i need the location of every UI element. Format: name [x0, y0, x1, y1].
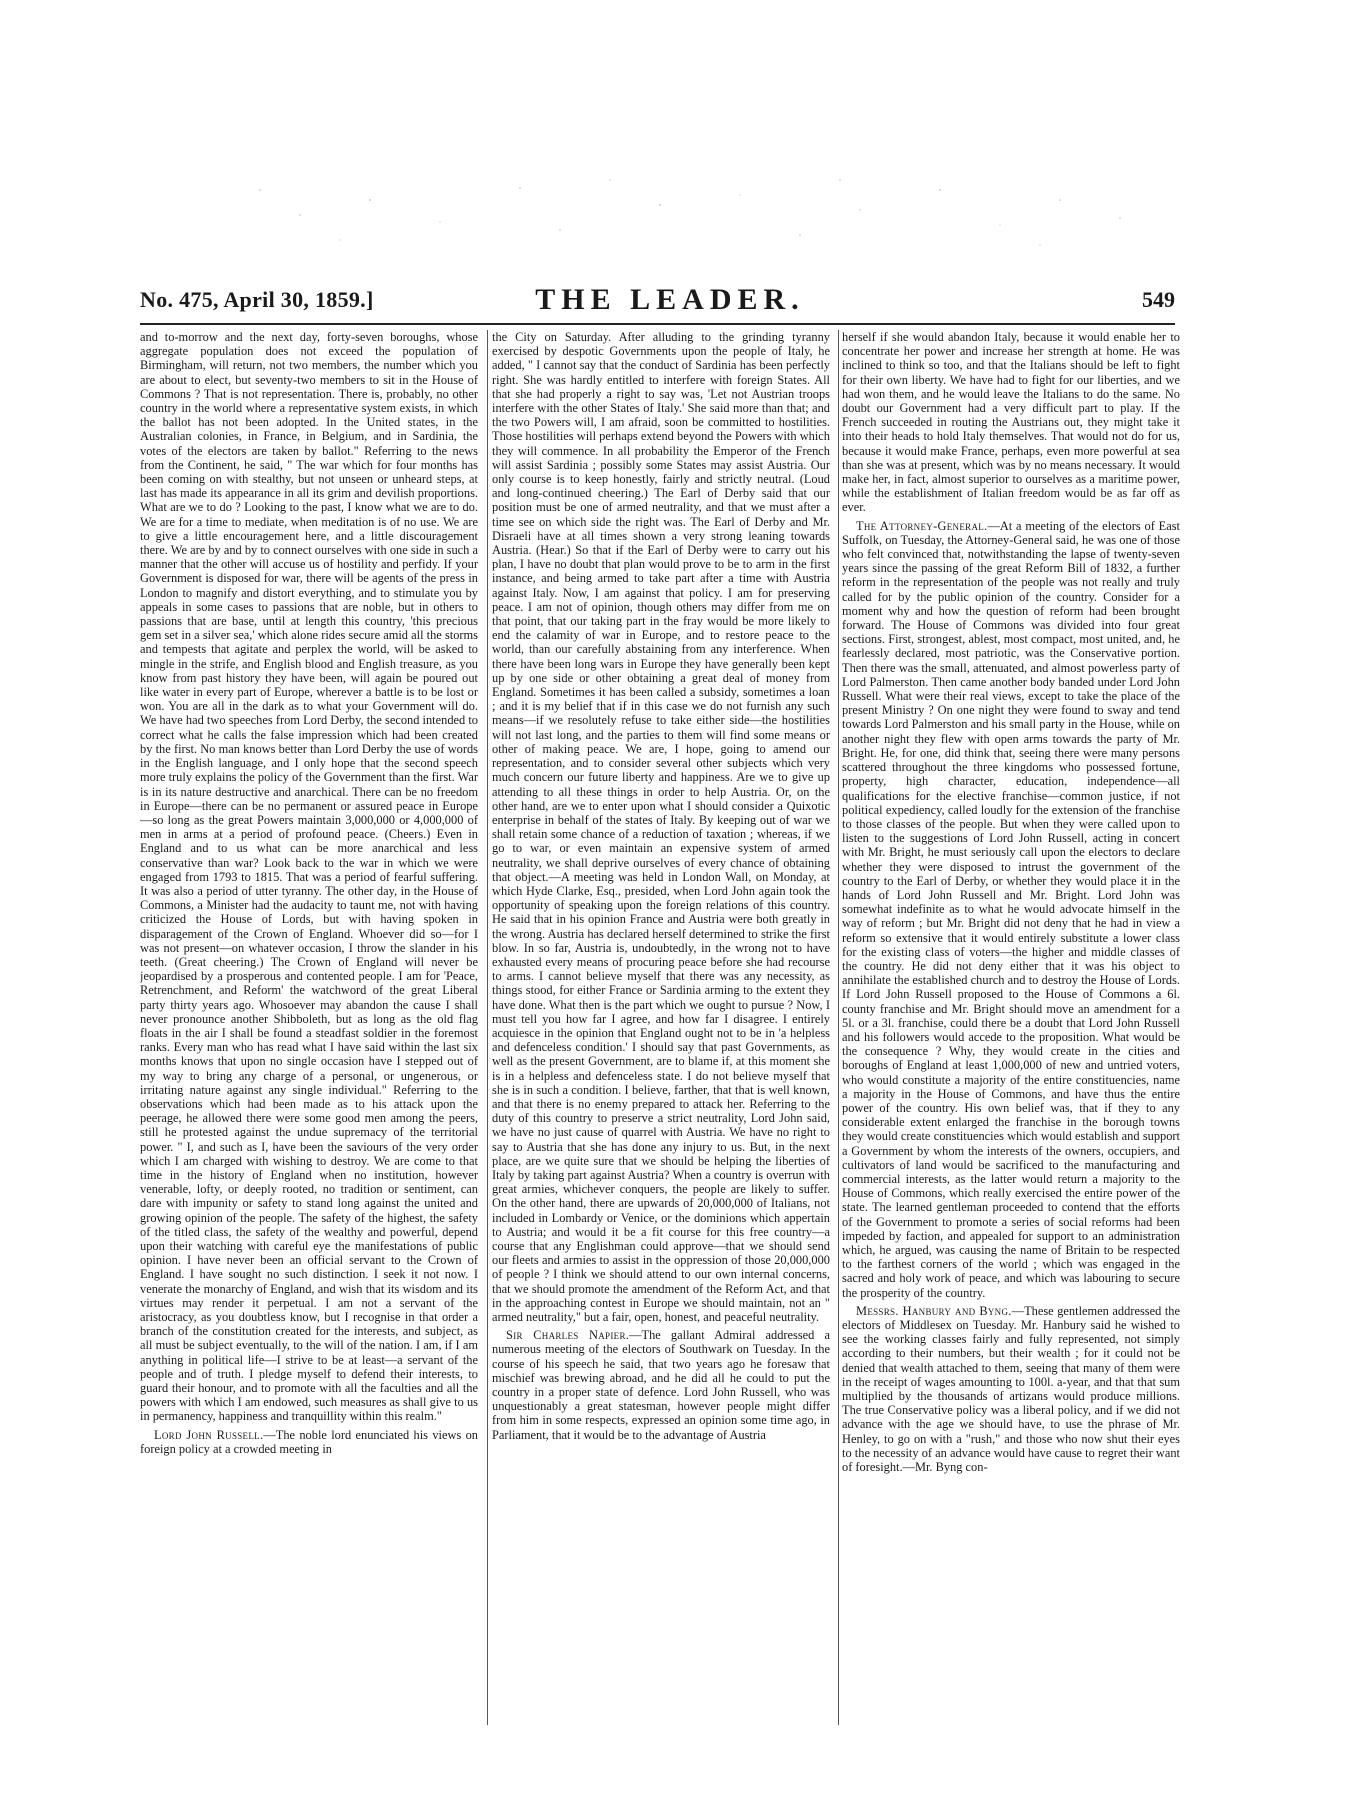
article-text: —The noble lord enunciated his views on foreign policy at a crowded meeting in — [140, 1427, 478, 1456]
continued-paragraph — [842, 330, 1180, 515]
article-text: the City on Saturday. After alluding to the grinding tyranny exercised by despotic Governments upon the people of Italy, he added, " I cannot say that the conduct of Sardinia has been perfectly right. She was hardly entitled to interfere with foreign States. All that she had properly a right to say was, 'Let not Austrian troops interfere with the other States of Italy.' She said more than that; and the two Powers will, I am afraid, soon be committed to hostilities. Those hostilities will perhaps extend beyond the Powers with which they will commence. In all probability the Emperor of the French will assist Sardinia ; possibly some States may assist Austria. Our only course is to keep honestly, fairly and strictly neutral. (Loud and long-continued cheering.) The Earl of Derby said that our position must be one of armed neutrality, and that we must after a time see on which side the right was. The Earl of Derby and Mr. Disraeli have at all times shown a very strong leaning towards Austria. (Hear.) So that if the Earl of Derby were to carry out his plan, I have no doubt that plan would prove to be to arm in the first instance, and being armed to take part after a time with Austria against Italy. Now, I am against that policy. I am for preserving peace. I am not of opinion, though others may differ from me on that point, that our taking part in the fray would be more likely to end the calamity of war in Europe, and to restore peace to the world, than our carefully abstaining from any interference. When there have been long wars in Europe they have generally been kept up by one side or other obtaining a great deal of money from England. Sometimes it has been called a subsidy, sometimes a loan ; and it is my belief that if in this case we do not furnish any such means—if we resolutely refuse to take either side—the hostilities will not last long, and the parties to them will find some means or other of making peace. We are, I hope, going to amend our representation, and to consider several other subjects which very much concern our future liberty and happiness. Are we to give up attending to all these things in order to help Austria. Or, on the other hand, are we to enter upon what I should consider a Quixotic enterprise in behalf of the states of Italy. By keeping out of war we shall retain some chance of a reduction of taxation ; whereas, if we go to war, or even maintain an expensive system of armed neutrality, we shall deprive ourselves of every chance of obtaining that object.—A meeting was held in London Wall, on Monday, at which Hyde Clarke, Esq., presided, when Lord John again took the opportunity of speaking upon the foreign relations of this country. He said that in his opinion France and Austria were both greatly in the wrong. Austria has declared herself determined to strike the first blow. In so far, Austria is, undoubtedly, in the wrong not to have exhausted every means of procuring peace before she had recourse to arms. I cannot believe myself that there was any necessity, as things stood, for either France or Sardinia arming to the extent they have done. What then is the part which we ought to pursue ? Now, I must tell you how far I agree, and how far I disagree. I entirely acquiesce in the opinion that England ought not to be in 'a helpless and defenceless condition.' I should say that past Governments, as well as the present Government, are to blame if, at this moment she is in a helpless and defenceless state. I do not believe myself that she is in such a condition. I believe, farther, that that is well known, and that there is no enemy prepared to attack her. Referring to the duty of this country to preserve a strict neutrality, Lord John said, we have no just cause of quarrel with Austria. We have no right to say to Austria that she has done any injury to us. But, in the next place, are we quite sure that we should be helping the liberties of Italy by taking part against Austria? When a country is overrun with great armies, whichever conquers, the people are likely to suffer. On the other hand, there are upwards of 20,000,000 of Italians, not included in Lombardy or Venice, or the dominions which appertain to Austria; and would it be a fit course for this free country—a course that any Englishman could approve—that we should send our fleets and armies to assist in the oppression of those 20,000,000 of people ? I think we should attend to our own internal concerns, that we should promote the amendment of the Reform Act, and that in the approaching contest in Europe we should maintain, not an " armed neutrality," but a fair, open, honest, and peaceful neutrality. — [492, 330, 830, 1325]
article-lead-heading: The Attorney-General. — [856, 518, 988, 533]
column-2 — [492, 330, 830, 1745]
article-paragraph — [842, 1304, 1180, 1474]
page-header — [140, 283, 1175, 323]
continued-paragraph — [492, 330, 830, 1324]
column-3 — [842, 330, 1180, 1745]
page-number: 549 — [1142, 287, 1175, 312]
column-divider — [487, 330, 488, 1725]
header-rule — [140, 323, 1175, 325]
article-lead-heading: Sir Charles Napier. — [506, 1328, 630, 1343]
paper-speckle-texture — [140, 160, 1180, 270]
masthead-title: THE LEADER. — [535, 283, 805, 316]
article-text: herself if she would abandon Italy, because it would enable her to concentrate her power and increase her strength at home. He was inclined to think so too, and that the Italians should be left to fight for their own liberty. We have had to fight for our liberties, and we had won them, and he would leave the Italians to do the same. No doubt our Government had a very difficult part to play. If the French succeeded in routing the Austrians out, they might take it into their heads to hold Italy themselves. That would not do for us, because it would make France, perhaps, even more powerful at sea than she was at present, which was by no means necessary. It would make her, in fact, almost superior to ourselves as a maritime power, while the establishment of Italian freedom would be as far off as ever. — [842, 330, 1180, 515]
article-lead-heading: Lord John Russell. — [154, 1427, 264, 1442]
article-paragraph — [140, 1428, 478, 1456]
article-text: —These gentlemen addressed the electors of Middlesex on Tuesday. Mr. Hanbury said he wished to see the working classes fairly and fully represented, not simply according to their numbers, but their wealth ; for it could not be denied that wealth attached to them, seeing that many of them were in the receipt of wages amounting to 100l. a-year, and that that sum multiplied by the thousands of artizans would produce millions. The true Conservative policy was a liberal policy, and if we did not advance with the age we should have, to use the phrase of Mr. Henley, to go on with a "rush," and those who now shut their eyes to the necessity of an advance would have cause to regret their want of foresight.—Mr. Byng con- — [842, 1303, 1180, 1475]
article-text: and to-morrow and the next day, forty-seven boroughs, whose aggregate population does not exceed the population of Birmingham, will return, not two members, the number which you are about to elect, but seventy-two members to sit in the House of Commons ? That is not representation. There is, probably, no other country in the world where a representative system exists, in which the ballot has not been adopted. In the United states, in the Australian colonies, in France, in Belgium, and in Sardinia, the votes of the electors are taken by ballot." Referring to the news from the Continent, he said, " The war which for four months has been coming on with stealthy, but not unseen or unheard steps, at last has made its appearance in all its grim and devilish proportions. What are we to do ? Looking to the past, I know what we are to do. We are for a time to mediate, when meditation is of no use. We are to give a little encouragement here, and a little discouragement there. We are by and by to connect ourselves with one side in such a manner that the other will accuse us of hostility and perfidy. If your Government is disposed for war, there will be agents of the press in London to magnify and distort everything, and to stimulate you by appeals in some cases to passions that are noble, but in others to passions that are base, until at length this country, 'this precious gem set in a silver sea,' which alone rides secure amid all the storms and tempests that agitate and perplex the world, will be asked to mingle in the strife, and English blood and English treasure, as you know from past history they have been, will again be poured out like water in every part of Europe, wherever a battle is to be lost or won. You are all in the dark as to what your Government will do. We have had two speeches from Lord Derby, the second intended to correct what he calls the false impression which had been created by the first. No man knows better than Lord Derby the use of words in the English language, and I only hope that the second speech more truly explains the policy of the Government than the first. War is in its nature destructive and anarchical. There can be no freedom in Europe—there can be no permanent or assured peace in Europe—so long as the great Powers maintain 3,000,000 or 4,000,000 of men in arms at a period of profound peace. (Cheers.) Even in England and to us what can be more anarchical and less conservative than war? Look back to the war in which we were engaged from 1793 to 1815. That was a period of fearful suffering. It was also a period of utter tyranny. The other day, in the House of Commons, a Minister had the audacity to taunt me, not with having criticized the House of Lords, but with having spoken in disparagement of the Crown of England. Whoever did so—for I was not present—on whatever occasion, I throw the slander in his teeth. (Great cheering.) The Crown of England will never be jeopardised by a prosperous and contented people. I am for 'Peace, Retrenchment, and Reform' the watchword of the great Liberal party thirty years ago. Whosoever may abandon the cause I shall never pronounce another Shibboleth, but as long as the old flag floats in the air I shall be found a steadfast soldier in the foremost ranks. Every man who has read what I have said within the last six months knows that upon no single occasion have I stepped out of my way to bring any charge of a personal, or ungenerous, or irritating nature against any single individual." Referring to the observations which had been made as to his attack upon the peerage, he allowed there were some good men among the peers, still he protested against the undue supremacy of the territorial power. " I, and such as I, have been the saviours of the very order which I am charged with wishing to destroy. We are come to that time in the history of England when no institution, however venerable, lofty, or deeply rooted, no tradition or sentiment, can dare with impunity or safety to stand long against the united and growing opinion of the people. The safety of the highest, the safety of the titled class, the safety of the wealthy and powerful, depend upon their watching with careful eye the manifestations of public opinion. I have never been an official servant to the Crown of England. I have sought no such distinction. I seek it not now. I venerate the monarchy of England, and wish that its wisdom and its virtues may render it perpetual. I am not a servant of the aristocracy, as you doubtless know, but I recognise in that order a branch of the constitution created for the interests, and subject, as all must be subject eventually, to the will of the nation. I am, if I am anything in political life—I strive to be at least—a servant of the people and of truth. I pledge myself to defend their interests, to guard their honour, and to promote with all the faculties and all the powers with which I am endowed, such measures as shall give to us in permanency, happiness and tranquillity within this realm." — [140, 330, 478, 1424]
column-divider — [838, 330, 839, 1725]
column-1 — [140, 330, 478, 1745]
continued-paragraph — [140, 330, 478, 1424]
issue-date: No. 475, April 30, 1859.] — [140, 287, 374, 312]
article-paragraph — [492, 1328, 830, 1442]
article-paragraph — [842, 519, 1180, 1300]
article-lead-heading: Messrs. Hanbury and Byng. — [856, 1303, 1012, 1318]
article-text: —The gallant Admiral addressed a numerous meeting of the electors of Southwark on Tuesday. In the course of his speech he said, that two years ago he foresaw that mischief was brewing abroad, and he did all he could to put the country in a proper state of defence. Lord John Russell, who was unquestionably a great statesman, however people might differ from him in some respects, expressed an opinion some time ago, in Parliament, that it would be to the advantage of Austria — [492, 1328, 830, 1442]
article-text: —At a meeting of the electors of East Suffolk, on Tuesday, the Attorney-General said, he was one of those who felt convinced that, notwithstanding the lapse of twenty-seven years since the passing of the great Reform Bill of 1832, a further reform in the representation of the people was not really and truly called for by the public opinion of the country. Consider for a moment why and how the question of reform had been brought forward. The House of Commons was divided into four great sections. First, strongest, ablest, most compact, most united, and, he fearlessly declared, most patriotic, was the Conservative portion. Then there was the small, attenuated, and almost powerless party of Lord Palmerston. Then came another body banded under Lord John Russell. What were their real views, except to take the place of the present Ministry ? On one night they were found to sway and tend towards Lord Palmerston and his small party in the House, while on another night they flew with open arms towards the party of Mr. Bright. He, for one, did think that, seeing there were many persons scattered throughout the three kingdoms who possessed fortune, property, high character, education, independence—all qualifications for the elective franchise—common justice, if not political expediency, called loudly for the extension of the franchise to those classes of the people. But when they were called upon to listen to the suggestions of Lord John Russell, acting in concert with Mr. Bright, he must seriously call upon the electors to declare whether they were disposed to intrust the government of the country to the Earl of Derby, or whether they would place it in the hands of Lord John Russell and Mr. Bright. Lord John was somewhat indefinite as to what he would advocate himself in the way of reform ; but Mr. Bright did not deny that he had in view a reform so extensive that it would entirely substitute a lower class for the existing class of voters—the higher and middle classes of the country. He did not deny either that it was his object to annihilate the established church and to destroy the House of Lords. If Lord John Russell proposed to the House of Commons a 6l. county franchise and Mr. Bright should move an amendment for a 5l. or a 3l. franchise, could there be a doubt that Lord John Russell and his followers would accede to the proposition. What would be the consequence ? Why, they would create in the cities and boroughs of England at least 1,000,000 of new and untried voters, who would constitute a majority of the entire constituencies, name a majority in the House of Commons, and have thus the entire power of the country. His own belief was, that if they to any considerable extent enlarged the franchise in the borough towns they would create constituencies which would establish and support a Government by whom the interests of the owners, occupiers, and cultivators of land would be sacrificed to the manufacturing and commercial interests, as the latter would return a majority to the House of Commons, which really exercised the entire power of the state. The learned gentleman proceeded to contend that the efforts of the Government to promote a series of social reforms had been impeded by faction, and appealed for support to an administration which, he argued, was causing the name of Britain to be respected to the farthest corners of the world ; which was engaged in the sacred and holy work of peace, and which was labouring to secure the prosperity of the country. — [842, 518, 1180, 1300]
